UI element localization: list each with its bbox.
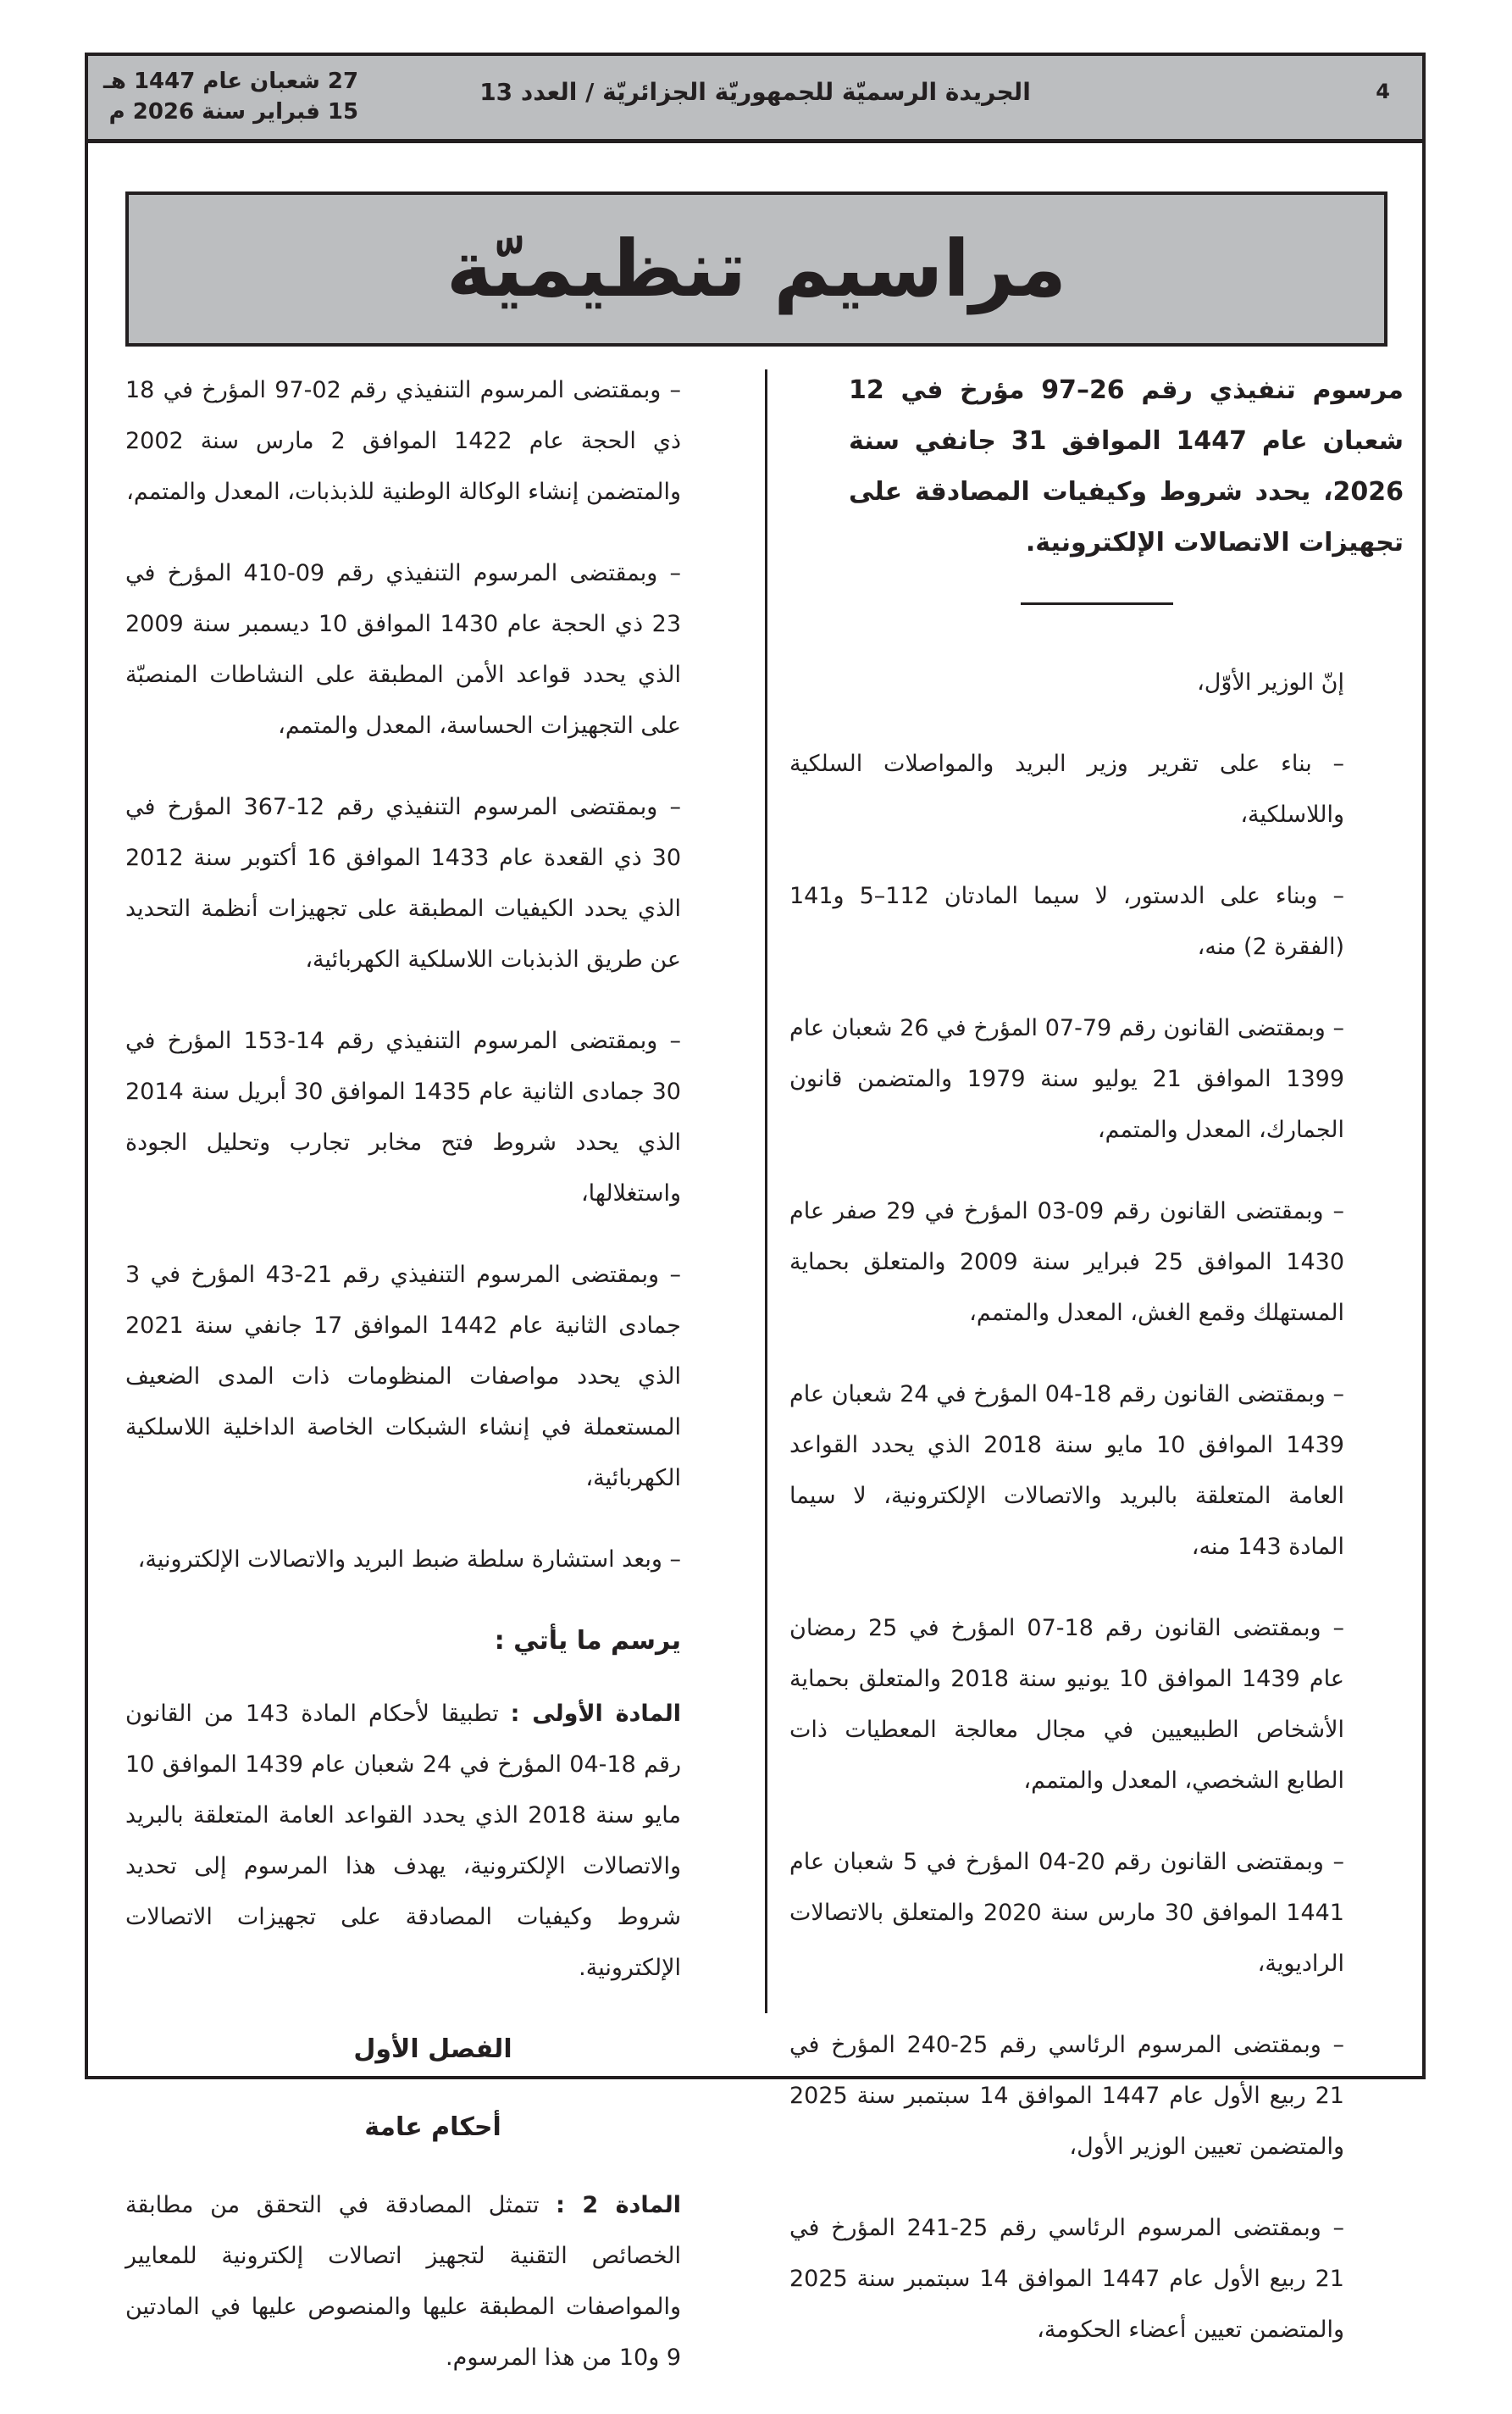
preamble-paragraph: – بناء على تقرير وزير البريد والمواصلات السلكية واللاسلكية،: [789, 751, 1344, 828]
article-label: المادة 2 :: [556, 2192, 682, 2218]
preamble-paragraph: – وبمقتضى القانون رقم 18-04 المؤرخ في 24 شعبان عام 1439 الموافق 10 مايو سنة 2018 الذي يحدد القواعد العامة المتعلقة بالبريد والاتصالات الإلكترونية، لا سيما المادة 143 منه،: [789, 1381, 1344, 1560]
section-title-box: [125, 191, 1387, 347]
preamble-paragraph: – وبمقتضى المرسوم الرئاسي رقم 25-241 المؤرخ في 21 ربيع الأول عام 1447 الموافق 14 سبتمبر سنة 2025 والمتضمن تعيين أعضاء الحكومة،: [789, 2215, 1344, 2343]
decree-title: مرسوم تنفيذي رقم 26–97 مؤرخ في 12 شعبان عام 1447 الموافق 31 جانفي سنة 2026، يحدد شروط وكيفيات المصادقة على تجهيزات الاتصالات الإلكترونية.: [849, 375, 1404, 558]
preamble-paragraph: – وبناء على الدستور، لا سيما المادتان 112–5 و141 (الفقرة 2) منه،: [789, 883, 1345, 960]
section-title: مراسيم تنظيميّة: [446, 224, 1067, 314]
preamble-paragraph: – وبمقتضى المرسوم التنفيذي رقم 02-97 المؤرخ في 18 ذي الحجة عام 1422 الموافق 2 مارس سنة 2002 والمتضمن إنشاء الوكالة الوطنية للذبذبات، المعدل والمتمم،: [125, 377, 681, 505]
column-divider: [765, 369, 767, 2013]
right-column: [789, 365, 1404, 2386]
preamble-paragraph: – وبمقتضى القانون رقم 79-07 المؤرخ في 26 شعبان عام 1399 الموافق 21 يوليو سنة 1979 والمتضمن قانون الجمارك، المعدل والمتمم،: [789, 1015, 1344, 1143]
title-separator: [1021, 602, 1173, 605]
preamble-paragraph: – وبمقتضى المرسوم الرئاسي رقم 25-240 المؤرخ في 21 ربيع الأول عام 1447 الموافق 14 سبتمبر سنة 2025 والمتضمن تعيين الوزير الأول،: [789, 2032, 1344, 2160]
preamble-paragraph: – وبمقتضى المرسوم التنفيذي رقم 21-43 المؤرخ في 3 جمادى الثانية عام 1442 الموافق 17 جانفي سنة 2021 الذي يحدد مواصفات المنظومات ذات المدى الضعيف المستعملة في إنشاء الشبكات الخاصة الداخلية اللاسلكية الكهربائية،: [125, 1262, 681, 1491]
chapter-subtitle: أحكام عامة: [364, 2112, 501, 2142]
article-2: [125, 2180, 740, 2383]
preamble-paragraph: – وبعد استشارة سلطة ضبط البريد والاتصالات الإلكترونية،: [137, 1546, 681, 1573]
page-frame: [85, 53, 1426, 2371]
left-column: [125, 365, 740, 2414]
article-text: تتمثل المصادقة في التحقق من مطابقة الخصائص التقنية لتجهيز اتصالات إلكترونية للمعايير والمواصفات المطبقة عليها والمنصوص عليها في المادتين 9 و10 من هذا المرسوم.: [125, 2192, 681, 2371]
opening-line: إنّ الوزير الأوّل،: [1197, 669, 1344, 696]
article-label: المادة الأولى :: [510, 1701, 681, 1727]
page-number: 4: [1376, 80, 1390, 103]
gregorian-date: 15 فبراير سنة 2026 م: [108, 99, 359, 125]
preamble-paragraph: – وبمقتضى القانون رقم 09-03 المؤرخ في 29 صفر عام 1430 الموافق 25 فبراير سنة 2009 والمتعلق بحماية المستهلك وقمع الغش، المعدل والمتمم،: [789, 1198, 1344, 1326]
hijri-date: 27 شعبان عام 1447 هـ: [103, 69, 359, 94]
preamble-paragraph: – وبمقتضى المرسوم التنفيذي رقم 14-153 المؤرخ في 30 جمادى الثانية عام 1435 الموافق 30 أبريل سنة 2014 الذي يحدد شروط فتح مخابر تجارب وتحليل الجودة واستغلالها،: [125, 1028, 681, 1207]
chapter-title: الفصل الأول: [353, 2034, 512, 2064]
preamble-paragraph: – وبمقتضى القانون رقم 20-04 المؤرخ في 5 شعبان عام 1441 الموافق 30 مارس سنة 2020 والمتعلق بالاتصالات الراديوية،: [789, 1849, 1344, 1977]
issue-date: [103, 66, 358, 127]
preamble-paragraph: – وبمقتضى المرسوم التنفيذي رقم 12-367 المؤرخ في 30 ذي القعدة عام 1433 الموافق 16 أكتوبر سنة 2012 الذي يحدد الكيفيات المطبقة على تجهيزات أنظمة التحديد عن طريق الذبذبات اللاسلكية الكهربائية،: [125, 794, 681, 973]
article-text: تطبيقا لأحكام المادة 143 من القانون رقم 18-04 المؤرخ في 24 شعبان عام 1439 الموافق 10 مايو سنة 2018 الذي يحدد القواعد العامة المتعلقة بالبريد والاتصالات الإلكترونية، يهدف هذا المرسوم إلى تحديد شروط وكيفيات المصادقة على تجهيزات الاتصالات الإلكترونية.: [125, 1701, 681, 1981]
article-1: [125, 1689, 740, 1994]
decrees-heading: يرسم ما يأتي :: [494, 1626, 681, 1656]
journal-title: الجريدة الرسميّة للجمهوريّة الجزائريّة / العدد 13: [479, 78, 1031, 106]
preamble-paragraph: – وبمقتضى المرسوم التنفيذي رقم 09-410 المؤرخ في 23 ذي الحجة عام 1430 الموافق 10 ديسمبر سنة 2009 الذي يحدد قواعد الأمن المطبقة على النشاطات المنصبّة على التجهيزات الحساسة، المعدل والمتمم،: [125, 560, 681, 739]
preamble-paragraph: – وبمقتضى القانون رقم 18-07 المؤرخ في 25 رمضان عام 1439 الموافق 10 يونيو سنة 2018 والمتعلق بحماية الأشخاص الطبيعيين في مجال معالجة المعطيات ذات الطابع الشخصي، المعدل والمتمم،: [789, 1615, 1344, 1794]
page-header: [88, 56, 1422, 143]
